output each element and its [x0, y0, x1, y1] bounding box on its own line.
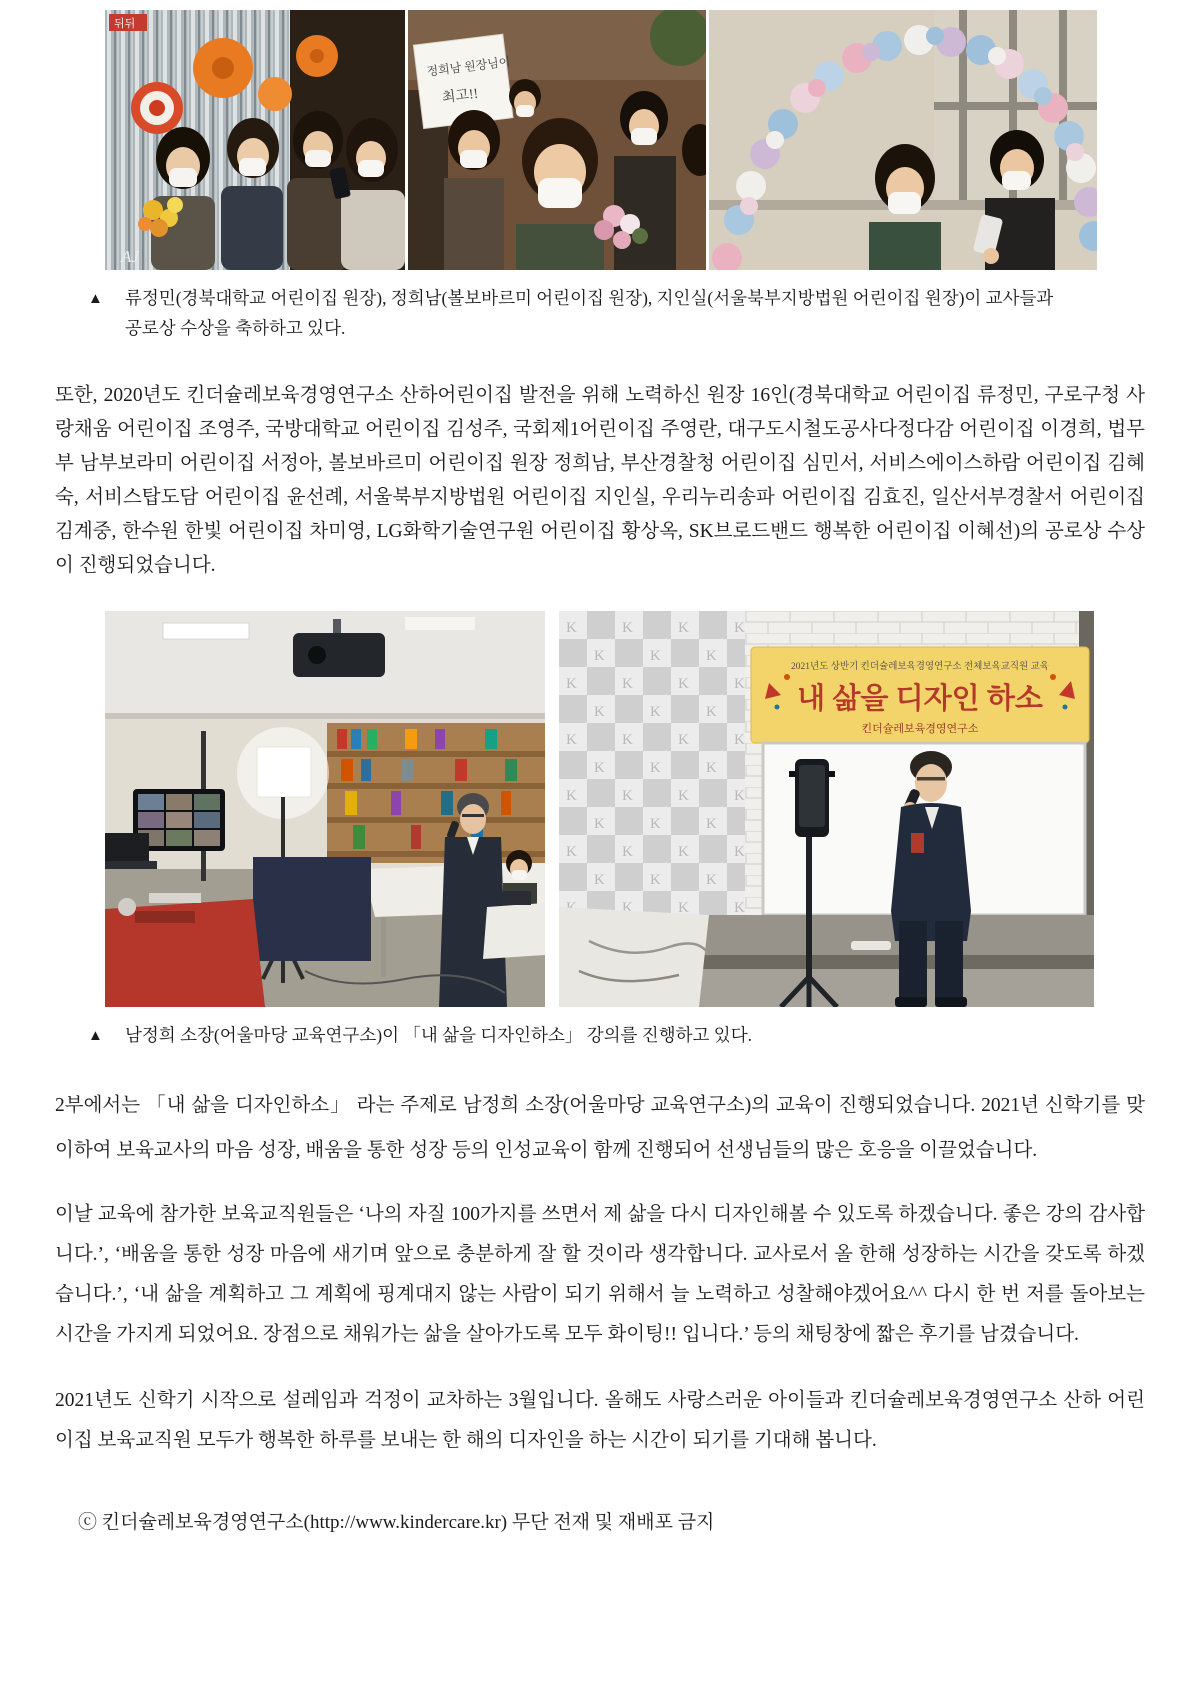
caption-top-line1: 류정민(경북대학교 어린이집 원장), 정희남(볼보바르미 어린이집 원장), 지인실(서울북부지방법원 어린이집 원장)이 교사들과: [125, 288, 1054, 308]
sign-line2: 최고!!: [441, 86, 480, 107]
caption-top-text: [125, 283, 1053, 343]
triangle-marker-icon: ▲: [88, 291, 103, 307]
caption-middle-text: 남정희 소장(어울마당 교육연구소)이 「내 삶을 디자인하소」 강의를 진행하고 있다.: [125, 1025, 752, 1045]
paragraph-award-list: 또한, 2020년도 킨더슐레보육경영연구소 산하어린이집 발전을 위해 노력하신 원장 16인(경북대학교 어린이집 류정민, 구로구청 사랑채움 어린이집 조영주, 국방대학교 어린이집 김성주, 국회제1어린이집 주영란, 대구도시철도공사다정다감 어린이집 이경희, 법무부 남부보라미 어린이집 서정아, 볼보바르미 어린이집 원장 정희남, 부산경찰청 어린이집 심민서, 서비스에이스하람 어린이집 김혜숙, 서비스탑도담 어린이집 윤선례, 서울북부지방법원 어린이집 지인실, 우리누리송파 어린이집 김효진, 일산서부경찰서 어린이집 김계중, 한수원 한빛 어린이집 차미영, LG화학기술연구원 어린이집 황상옥, SK브로드밴드 행복한 어린이집 이혜선)의 공로상 수상이 진행되었습니다.: [55, 385, 1145, 576]
photo-lecture-1-graphic: [105, 611, 545, 1007]
photo-award-3: [709, 10, 1097, 270]
ribbon-corsage: [911, 833, 924, 853]
caption-top: [88, 283, 1200, 343]
photo-lecture-1: [105, 611, 545, 1007]
photo-award-2: [408, 10, 706, 270]
paragraph-lecture: 2부에서는 「내 삶을 디자인하소」 라는 주제로 남정희 소장(어울마당 교육연구소)의 교육이 진행되었습니다. 2021년 신학기를 맞이하여 보육교사의 마음 성장, 배움을 통한 성장 등의 인성교육이 함께 진행되어 선생님들의 많은 호응을 이끌었습니다.: [55, 1095, 1145, 1161]
banner-logo-text: 킨더슐레보육경영연구소: [861, 723, 979, 735]
ceiling-light: [163, 623, 249, 639]
banner-small-text: 2021년도 상반기 킨더슐레보육경영연구소 전체보육교직원 교육: [791, 662, 1049, 672]
photo-lecture-2: [559, 611, 1094, 1007]
corner-badge: [109, 14, 147, 31]
paragraph-closing: 2021년도 신학기 시작으로 설레임과 걱정이 교차하는 3월입니다. 올해도 사랑스러운 아이들과 킨더슐레보육경영연구소 산하 어린이집 보육교직원 모두가 행복한 하루를 보내는 한 해의 디자인을 하는 시간이 되기를 기대해 봅니다.: [55, 1390, 1145, 1451]
photo-award-1: [105, 10, 405, 270]
red-table: [105, 893, 265, 1007]
caption-top-line2: 공로상 수상을 축하하고 있다.: [125, 318, 346, 338]
award-photo-strip: [105, 10, 1200, 270]
lecture-photo-strip: [105, 611, 1200, 1007]
caption-middle: [88, 1020, 1200, 1051]
photo-award-3-graphic: [709, 10, 1097, 270]
photo-award-1-graphic: [105, 10, 405, 270]
corner-badge-text: 뒤뒤: [114, 18, 136, 30]
side-desk: [559, 907, 709, 1007]
sign-line1: 정희남 원장님이: [425, 54, 512, 79]
triangle-marker-icon: ▲: [88, 1028, 103, 1044]
lecture-banner: [751, 647, 1089, 743]
navy-drape: [253, 857, 371, 961]
paragraph-feedback: 이날 교육에 참가한 보육교직원들은 ‘나의 자질 100가지를 쓰면서 제 삶을 다시 디자인해볼 수 있도록 하겠습니다. 좋은 강의 감사합니다.’, ‘배움을 통한 성장 마음에 새기며 앞으로 충분하게 잘 할 것이라 생각합니다. 교사로서 올 한해 성장하는 시간을 갖도록 하겠습니다.’, ‘내 삶을 계획하고 그 계획에 핑계대지 않는 사람이 되기 위해서 늘 노력하고 성찰해야겠어요^^ 다시 한 번 저를 돌아보는 시간을 가지게 되었어요. 장점으로 채워가는 삶을 살아가도록 모두 화이팅!! 입니다.’ 등의 채팅창에 짧은 후기를 남겼습니다.: [55, 1204, 1145, 1345]
power-strip: [851, 941, 891, 950]
photo-award-2-graphic: [408, 10, 706, 270]
copyright-notice: ⓒ 킨더슐레보육경영연구소(http://www.kindercare.kr) 무단 전재 및 재배포 금지: [78, 1512, 715, 1533]
k-pattern-wall: [559, 611, 745, 919]
bookshelf: [327, 723, 545, 863]
aj-letters: AJ: [121, 247, 139, 266]
photo-lecture-2-graphic: [559, 611, 1094, 1007]
banner-main-text: 내 삶을 디자인 하소: [797, 683, 1043, 715]
